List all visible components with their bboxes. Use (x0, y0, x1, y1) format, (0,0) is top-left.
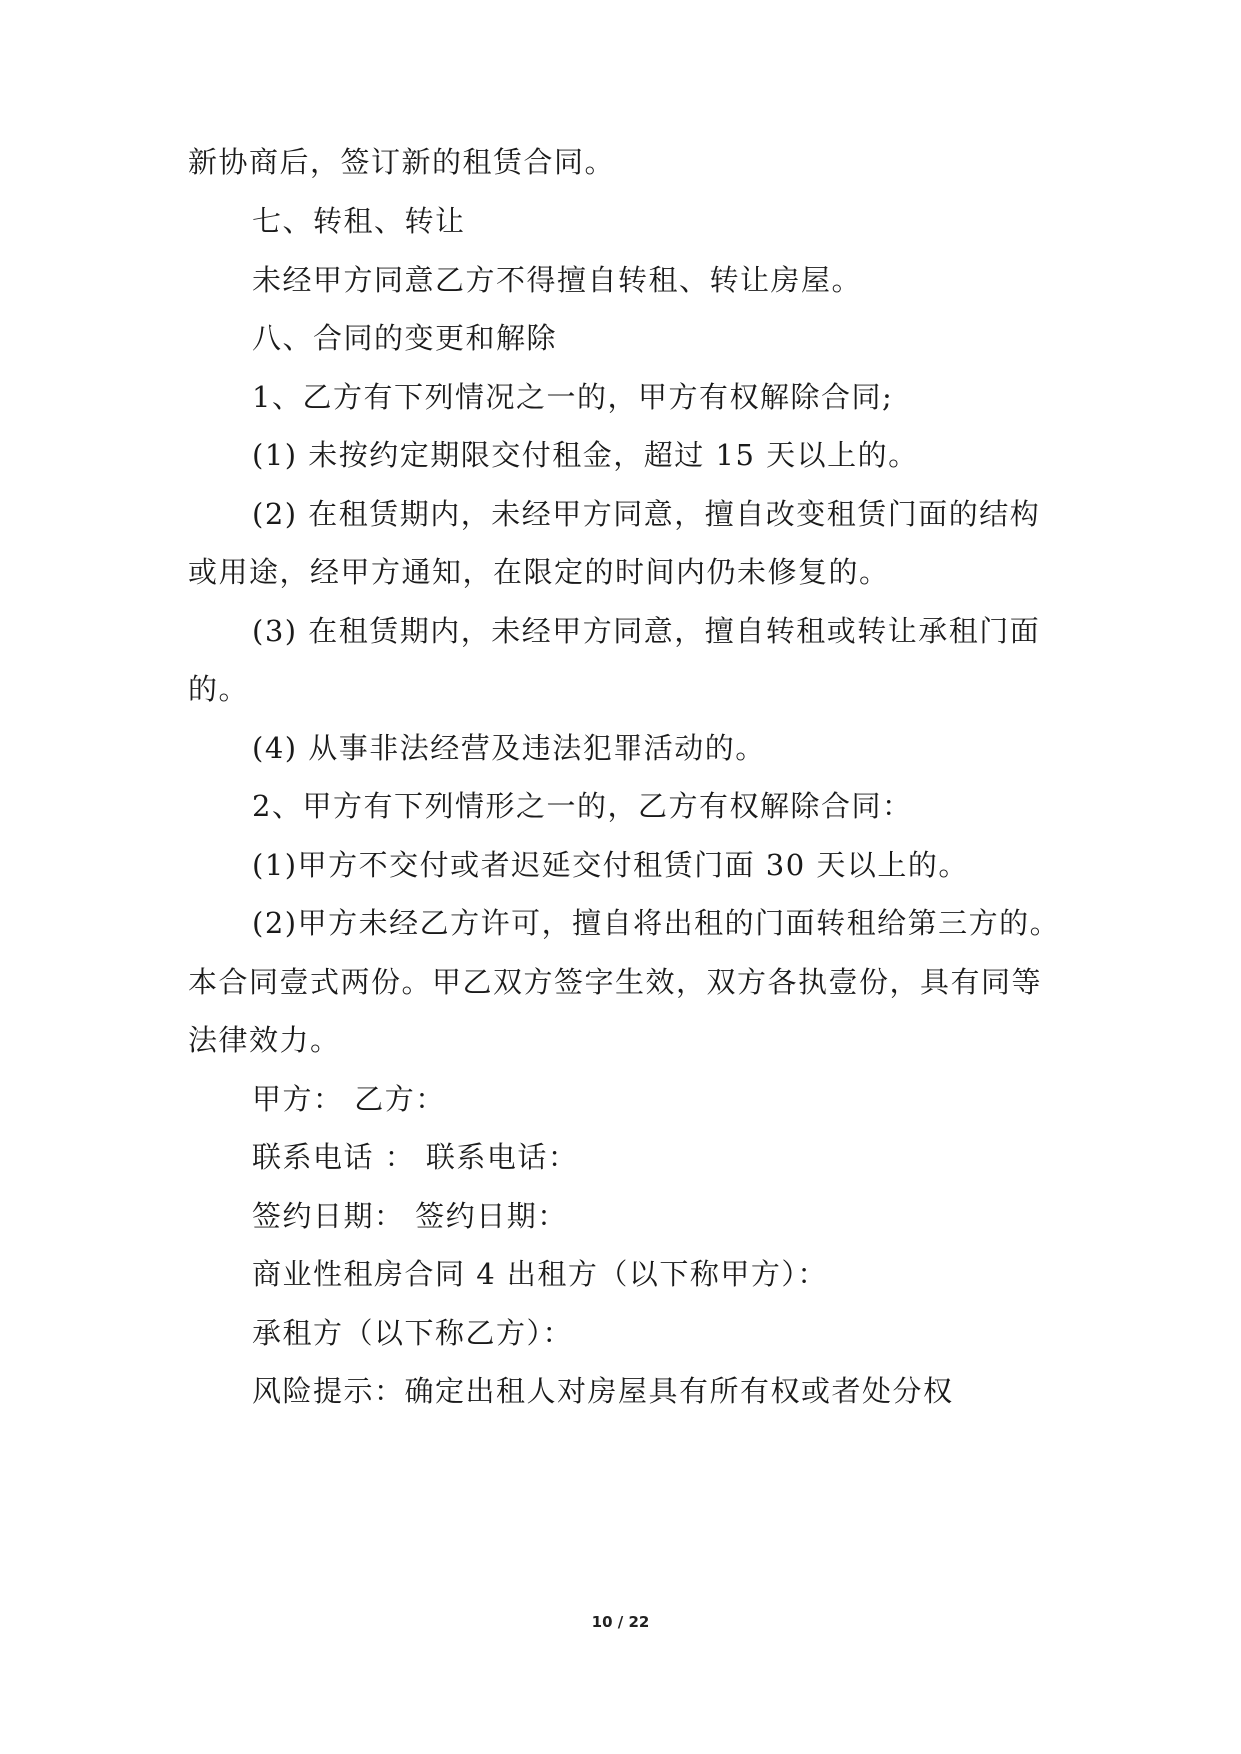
sub-clause-4: (4) 从事非法经营及违法犯罪活动的。 (252, 731, 766, 765)
sub-clause-2-2: (2)甲方未经乙方许可，擅自将出租的门面转租给第三方的。 (252, 906, 1061, 940)
clause-1: 1、乙方有下列情况之一的，甲方有权解除合同; (252, 380, 894, 414)
sub-clause-1: (1) 未按约定期限交付租金，超过 15 天以上的。 (252, 438, 919, 472)
clause-2: 2、甲方有下列情形之一的，乙方有权解除合同： (252, 789, 913, 823)
signature-parties: 甲方： 乙方： (252, 1082, 446, 1116)
paragraph-line: 法律效力。 (188, 1023, 341, 1057)
paragraph-line: 本合同壹式两份。甲乙双方签字生效，双方各执壹份，具有同等 (188, 965, 1043, 999)
risk-notice-line: 风险提示：确定出租人对房屋具有所有权或者处分权 (252, 1374, 954, 1408)
tenant-line: 承租方（以下称乙方）： (252, 1316, 574, 1350)
page-number: 10 / 22 (591, 1613, 650, 1631)
sub-clause-2-1: (1)甲方不交付或者迟延交付租赁门面 30 天以上的。 (252, 848, 969, 882)
contract-title-line: 商业性租房合同 4 出租方（以下称甲方）： (252, 1257, 828, 1291)
section-heading-7: 七、转租、转让 (252, 204, 466, 238)
paragraph-line: 新协商后，签订新的租赁合同。 (188, 145, 616, 179)
paragraph-line: 或用途，经甲方通知，在限定的时间内仍未修复的。 (188, 555, 890, 589)
paragraph-line: 的。 (188, 672, 250, 706)
section-heading-8: 八、合同的变更和解除 (252, 321, 558, 355)
contact-phone-line: 联系电话 ： 联系电话： (252, 1140, 579, 1174)
sign-date-line: 签约日期： 签约日期： (252, 1199, 568, 1233)
paragraph-line: 未经甲方同意乙方不得擅自转租、转让房屋。 (252, 263, 863, 297)
sub-clause-2: (2) 在租赁期内，未经甲方同意，擅自改变租赁门面的结构 (252, 497, 1041, 531)
sub-clause-3: (3) 在租赁期内，未经甲方同意，擅自转租或转让承租门面 (252, 614, 1041, 648)
